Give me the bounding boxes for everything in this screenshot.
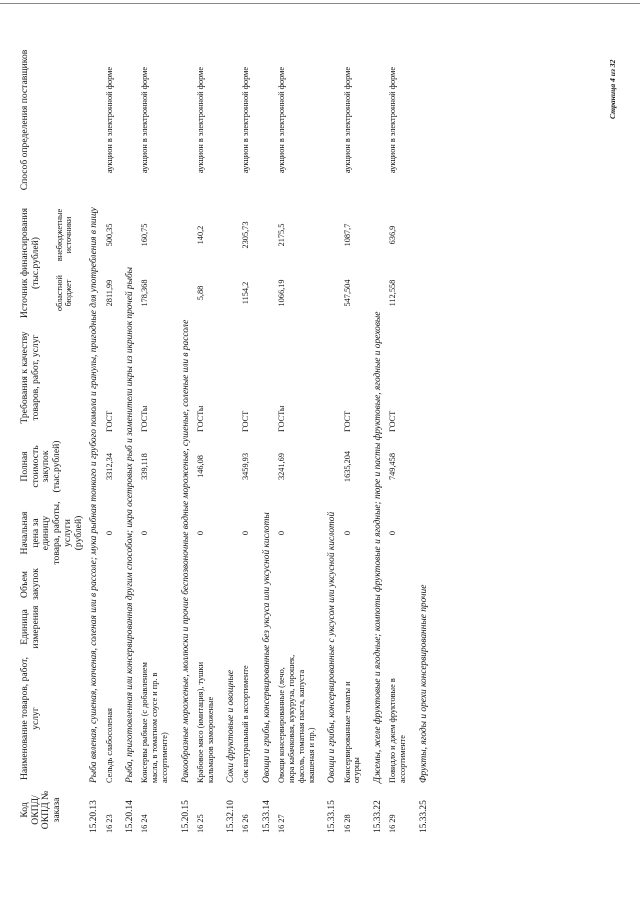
item-name: Консервированные томаты и огурцы xyxy=(342,681,362,783)
item-number: 16 23 xyxy=(104,814,114,833)
item-unit xyxy=(193,602,226,652)
item-method: аукцион в электронной форме xyxy=(195,66,205,174)
item-volume xyxy=(238,567,261,602)
item-number: 16 27 xyxy=(277,814,287,833)
item-unit-price: 0 xyxy=(140,530,150,536)
table-row xyxy=(193,35,226,835)
item-volume xyxy=(137,567,179,602)
item-regional: 178,368 xyxy=(140,279,150,307)
item-unit xyxy=(137,602,179,652)
item-name: Консервы рыбные (с добавлением масла, в томатном соусе и пр. в ассортименте) xyxy=(140,662,169,783)
item-regional: 1154,2 xyxy=(241,281,251,305)
item-offbudget: 500,35 xyxy=(104,223,114,247)
table-row xyxy=(274,35,326,835)
item-total: 3312,34 xyxy=(104,453,114,480)
section-code: 15.32.10 xyxy=(226,800,237,833)
item-unit-price: 0 xyxy=(195,530,205,536)
section-title: Джемы, желе фруктовые и ягодные; компоты фруктовые и ягодные; пюре и пасты фруктовые, ягодные и ореховые xyxy=(373,311,384,783)
item-total: 146,08 xyxy=(195,455,205,478)
item-number: 16 28 xyxy=(342,814,352,833)
item-volume xyxy=(385,567,418,602)
section-code: 15.20.13 xyxy=(89,800,100,833)
item-total: 1635,204 xyxy=(342,450,352,483)
section-row xyxy=(372,35,385,835)
item-number: 16 26 xyxy=(241,814,251,833)
item-method: аукцион в электронной форме xyxy=(241,66,251,174)
section-title: Овощи и грибы, консервированные без уксуса или уксусной кислоты xyxy=(262,512,273,783)
table-row xyxy=(102,35,125,835)
item-name: Крабовое мясо (имитация), тушки кальмаров замороженые xyxy=(195,661,215,783)
item-total: 3459,93 xyxy=(241,453,251,480)
item-volume xyxy=(340,567,373,602)
item-offbudget: 2305,73 xyxy=(241,221,251,249)
item-regional: 1066,19 xyxy=(277,279,287,307)
header-code: Код ОКПД/ ОКПД № заказа xyxy=(19,790,63,830)
section-title: Ракообразные мороженые, моллюски и прочие беспозвоночные водные мороженые, сушеные, соленые или в рассоле xyxy=(180,319,191,783)
section-row xyxy=(88,35,101,835)
item-unit-price: 0 xyxy=(342,530,352,536)
header-unit: Единица измерения xyxy=(19,605,41,649)
header-unit-price: Начальная цена за единицу товара, работы, услуги (рублей) xyxy=(19,501,84,565)
item-unit-price: 0 xyxy=(104,530,114,536)
item-total: 3241,69 xyxy=(277,453,287,480)
item-regional: 547,504 xyxy=(342,279,352,307)
item-unit-price: 0 xyxy=(388,530,398,536)
item-regional: 112,558 xyxy=(388,279,398,307)
header-volume: Объем закупок xyxy=(19,568,41,600)
table-row xyxy=(238,35,261,835)
item-unit xyxy=(340,602,373,652)
item-quality: ГОСТы xyxy=(277,405,287,432)
item-volume xyxy=(102,567,125,602)
item-total: 339,118 xyxy=(140,453,150,480)
item-offbudget: 2175,5 xyxy=(277,223,287,247)
section-row xyxy=(326,35,339,835)
section-code: 15.20.15 xyxy=(180,800,191,833)
item-volume xyxy=(274,567,326,602)
item-number: 16 25 xyxy=(195,814,205,833)
item-unit xyxy=(102,602,125,652)
item-offbudget: 160,75 xyxy=(140,223,150,247)
header-funding-offbudget: внебюджетные источники xyxy=(55,208,74,262)
header-quality: Требования к качеству товаров, работ, услуг xyxy=(19,331,41,424)
procurement-table xyxy=(18,35,431,835)
section-code: 15.33.22 xyxy=(373,800,384,833)
section-title: Фрукты, ягоды и орехи консервированные прочие xyxy=(418,584,429,783)
section-title: Соки фруктовые и овощные xyxy=(226,669,237,783)
section-title: Рыба вяленая, сушеная, копченая, соленая или в рассоле; мука рыбная тонкого и грубого помола и гранулы, пригодные для употребления в пищу xyxy=(89,207,100,783)
header-name: Наименование товаров, работ, услуг xyxy=(19,656,41,781)
table-row xyxy=(385,35,418,835)
section-row xyxy=(124,35,137,835)
item-quality: ГОСТ xyxy=(388,410,398,432)
item-quality: ГОСТ xyxy=(342,410,352,432)
item-name: Овощи консервированные (лечо, икра кабачковая, кукуруза, горошек, фасоль, томатная паста, капуста квашеная и пр.) xyxy=(277,654,316,783)
header-row xyxy=(18,35,55,835)
section-row xyxy=(225,35,238,835)
item-total: 749,458 xyxy=(388,453,398,480)
item-name: Повидло и джем фруктовые в ассортименте xyxy=(388,678,407,783)
item-quality: ГОСТы xyxy=(195,405,205,432)
item-regional: 2811,99 xyxy=(104,279,114,307)
item-method: аукцион в электронной форме xyxy=(277,66,287,174)
item-unit xyxy=(385,602,418,652)
item-number: 16 29 xyxy=(388,814,398,833)
item-quality: ГОСТ xyxy=(241,410,251,432)
table-row xyxy=(340,35,373,835)
item-method: аукцион в электронной форме xyxy=(140,66,150,174)
header-method: Способ определения поставщиков xyxy=(19,49,30,191)
item-unit-price: 0 xyxy=(241,530,251,536)
item-regional: 5,88 xyxy=(195,285,205,301)
header-funding-regional: областной бюджет xyxy=(55,275,74,311)
item-quality: ГОСТы xyxy=(140,405,150,432)
table-row xyxy=(137,35,179,835)
item-quality: ГОСТ xyxy=(104,410,114,432)
section-code: 15.33.14 xyxy=(262,800,273,833)
section-title: Рыба, приготовленная или консервированная другим способом; икра осетровых рыб и заменители икры из икринок прочей рыбы xyxy=(125,266,136,783)
section-row xyxy=(180,35,193,835)
item-offbudget: 1087,7 xyxy=(342,223,352,247)
item-number: 16 24 xyxy=(140,814,150,833)
header-funding: Источник финансирования (тыс.рублей) xyxy=(19,207,41,319)
item-unit-price: 0 xyxy=(277,530,287,536)
item-unit xyxy=(274,602,326,652)
page-footer: Страница 4 из 32 xyxy=(608,59,617,119)
item-method: аукцион в электронной форме xyxy=(388,66,398,174)
section-code: 15.20.14 xyxy=(125,800,136,833)
item-name: Сок натуральный в ассортименте xyxy=(241,665,251,783)
section-code: 15.33.15 xyxy=(327,800,338,833)
item-offbudget: 140,2 xyxy=(195,225,205,245)
header-total: Полная стоимость закупок (тыс.рублей) xyxy=(19,440,63,493)
table-body xyxy=(88,35,430,835)
section-row xyxy=(418,35,431,835)
section-row xyxy=(261,35,274,835)
section-title: Овощи и грибы, консервированные с уксусом или уксусной кислотой xyxy=(327,511,338,783)
item-method: аукцион в электронной форме xyxy=(342,66,352,174)
item-offbudget: 636,9 xyxy=(388,225,398,245)
item-name: Сельдь слабосоленая xyxy=(104,708,114,783)
section-code: 15.33.25 xyxy=(418,800,429,833)
item-unit xyxy=(238,602,261,652)
item-volume xyxy=(193,567,226,602)
item-method: аукцион в электронной форме xyxy=(104,66,114,174)
